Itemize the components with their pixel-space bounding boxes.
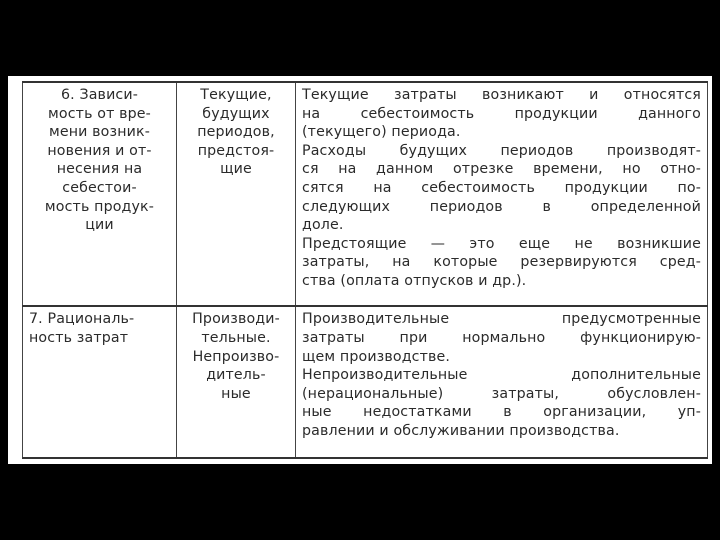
- type-cell: [177, 82, 296, 306]
- table-row: [23, 82, 708, 306]
- type-line: щие: [220, 161, 252, 178]
- type-line: тельные.: [201, 329, 271, 346]
- description-line: щем производстве.: [302, 348, 451, 365]
- description-line: на себестоимость продукции данного: [302, 105, 701, 122]
- criterion-cell: [23, 306, 177, 458]
- description-line: ства (оплата отпусков и др.).: [302, 272, 527, 289]
- description-cell: [296, 306, 708, 458]
- description-line: следующих периодов в определенной: [302, 198, 701, 215]
- criterion-line: ность затрат: [29, 329, 129, 346]
- type-line: Производи-: [192, 311, 280, 328]
- criterion-line: ции: [85, 217, 114, 234]
- description-line: Предстоящие — это еще не возникшие: [302, 235, 701, 252]
- description-line: ся на данном отрезке времени, но отно-: [302, 161, 701, 178]
- type-cell: [177, 306, 296, 458]
- document-scan: [8, 76, 712, 464]
- description-line: сятся на себестоимость продукции по-: [302, 179, 701, 196]
- type-line: Текущие,: [200, 87, 272, 103]
- type-line: дитель-: [206, 367, 266, 384]
- criterion-line: мость от вре-: [48, 105, 151, 122]
- description-line: затраты при нормально функционирую-: [302, 329, 701, 346]
- description-line: (текущего) периода.: [302, 124, 461, 141]
- description-line: затраты, на которые резервируются сред-: [302, 254, 701, 271]
- type-line: Непроизво-: [192, 348, 280, 365]
- criterion-line: несения на: [56, 161, 143, 178]
- description-line: ные недостатками в организации, уп-: [302, 404, 701, 421]
- description-line: Производительные предусмотренные: [302, 311, 701, 328]
- criterion-line: себестои-: [62, 179, 137, 196]
- description-line: равлении и обслуживании производства.: [302, 422, 620, 439]
- type-line: периодов,: [197, 124, 275, 141]
- criterion-line: новения и от-: [47, 142, 152, 159]
- criterion-line: мость продук-: [44, 198, 155, 215]
- description-cell: [296, 82, 708, 306]
- criterion-line: 6. Зависи-: [60, 87, 139, 103]
- type-line: ные: [221, 385, 251, 402]
- cost-classification-table: [22, 81, 708, 459]
- type-line: предстоя-: [197, 142, 275, 159]
- type-line: будущих: [202, 105, 270, 122]
- table-row: [23, 306, 708, 458]
- description-line: Расходы будущих периодов производят-: [302, 142, 701, 159]
- description-line: Текущие затраты возникают и относятся: [302, 87, 701, 103]
- criterion-line: 7. Рациональ-: [29, 311, 135, 328]
- description-line: (нерациональные) затраты, обусловлен-: [302, 385, 701, 402]
- criterion-line: мени возник-: [48, 124, 150, 141]
- description-line: доле.: [302, 217, 344, 234]
- criterion-cell: [23, 82, 177, 306]
- description-line: Непроизводительные дополнительные: [302, 367, 701, 384]
